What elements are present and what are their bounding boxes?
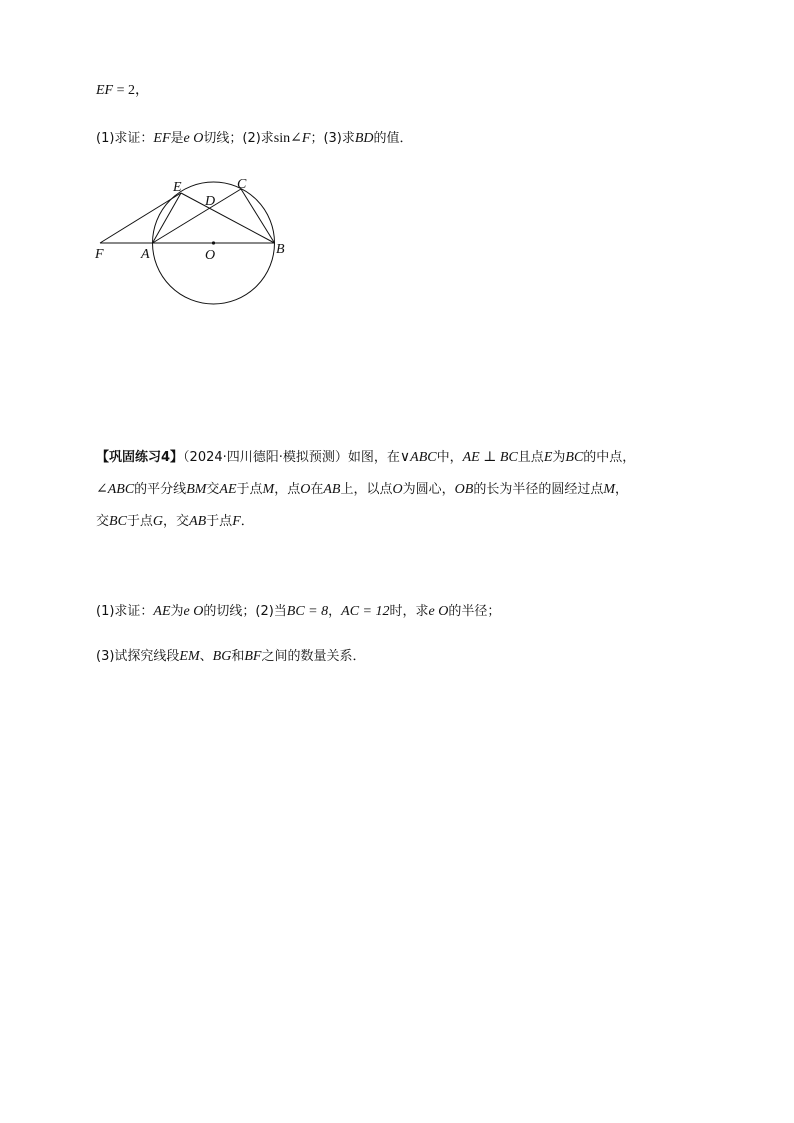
p4-q3-bf: BF (244, 649, 262, 664)
center-point-o (212, 241, 215, 244)
p4-tag: 【巩固练习4】 (96, 450, 184, 465)
q2-var: ∠F (290, 131, 311, 146)
p4-m2: M (603, 482, 615, 497)
p4-l3b: 于点 (126, 514, 153, 529)
q1-prefix: (1)求证： (96, 131, 154, 146)
p4-line3 (96, 513, 254, 531)
p4-q1-suffix: 的切线；(2)当 (203, 604, 287, 619)
q1-mid: 是 (170, 131, 184, 146)
q1-suffix: 切线；(2)求 (203, 131, 274, 146)
q3-suffix: 的值． (373, 131, 413, 146)
p4-bm: BM (186, 482, 207, 497)
q1-var: EF (153, 131, 171, 146)
p4-q3-sep1: 、 (199, 649, 213, 664)
p4-e: E (543, 450, 553, 465)
label-d: D (205, 194, 216, 209)
p4-q2-suffix: 的半径； (448, 604, 501, 619)
p4-o2: O (392, 482, 403, 497)
p4-g: G (152, 514, 164, 529)
p4-triangle: ∨ABC (399, 450, 437, 465)
p4-l2e: 在 (310, 482, 324, 497)
label-f: F (95, 247, 104, 262)
given-rest: = 2， (113, 83, 150, 98)
p4-bc: BC (565, 450, 584, 465)
geometry-figure (0, 0, 794, 340)
p4-q3-bg: BG (212, 649, 232, 664)
q1-circle: e O (183, 131, 204, 146)
p4-l2h: 的长为半径的圆经过点 (473, 482, 604, 497)
p4-ae: AE (219, 482, 237, 497)
p4-q3-and: 和 (231, 649, 245, 664)
label-e: E (173, 180, 182, 195)
p4-q1-circle: e O (183, 604, 204, 619)
p4-l1d: 的中点， (583, 450, 636, 465)
p4-l2g: 为圆心， (402, 482, 455, 497)
p4-l3-ab: AB (189, 514, 207, 529)
p4-q3-suffix: 之间的数量关系． (261, 649, 366, 664)
p4-l2c: 于点 (236, 482, 263, 497)
p4-l3-bc: BC (109, 514, 127, 529)
p4-q1-mid: 为 (170, 604, 184, 619)
p4-m: M (262, 482, 275, 497)
label-a: A (141, 247, 150, 262)
p4-line2 (96, 481, 628, 499)
p4-ab: AB (323, 482, 341, 497)
p4-o: O (300, 482, 311, 497)
p4-f: F (232, 514, 241, 529)
p4-l3d: 于点 (206, 514, 233, 529)
line-ac (153, 189, 242, 243)
p4-q2-mid: 时，求 (389, 604, 429, 619)
q2-func: sin (273, 131, 291, 146)
p4-l3e: ． (240, 514, 254, 529)
var-ef: EF (96, 83, 114, 98)
p4-l2f: 上，以点 (340, 482, 393, 497)
p4-q2-bc: BC = 8 (286, 604, 329, 619)
p4-l1b: 且点 (517, 450, 544, 465)
p4-l1c: 为 (552, 450, 566, 465)
p4-questions-line2 (96, 648, 365, 666)
p4-l3a: 交 (96, 514, 110, 529)
p4-angle: ∠ABC (96, 482, 135, 497)
q3-var: BD (354, 131, 374, 146)
label-o: O (205, 248, 216, 263)
line-cb (241, 189, 275, 243)
p4-l2a: 的平分线 (134, 482, 187, 497)
line-fe (100, 193, 181, 243)
p4-q1-ae: AE (153, 604, 171, 619)
p4-q2-sep: ， (328, 604, 342, 619)
p4-ob: OB (454, 482, 474, 497)
p4-cond: AE ⊥ BC (462, 450, 518, 465)
p4-source: （2024·四川德阳·模拟预测）如图，在 (183, 450, 400, 465)
p4-q3-prefix: (3)试探究线段 (96, 649, 180, 664)
p4-q3-em: EM (179, 649, 200, 664)
p4-l1a: 中， (436, 450, 463, 465)
p4-l2b: 交 (206, 482, 220, 497)
line-ea (153, 193, 182, 243)
p4-q2-circle: e O (428, 604, 449, 619)
p4-q1-prefix: (1)求证： (96, 604, 154, 619)
p4-l2d: ，点 (274, 482, 301, 497)
p4-line1 (96, 449, 635, 467)
label-c: C (237, 177, 247, 192)
p4-questions-line1 (96, 603, 500, 621)
line-eb (181, 193, 275, 243)
label-b: B (276, 242, 285, 257)
p4-l2i: ， (615, 482, 629, 497)
q2-suffix: ；(3)求 (310, 131, 355, 146)
p4-l3c: ，交 (163, 514, 190, 529)
p4-q2-ac: AC = 12 (341, 604, 390, 619)
